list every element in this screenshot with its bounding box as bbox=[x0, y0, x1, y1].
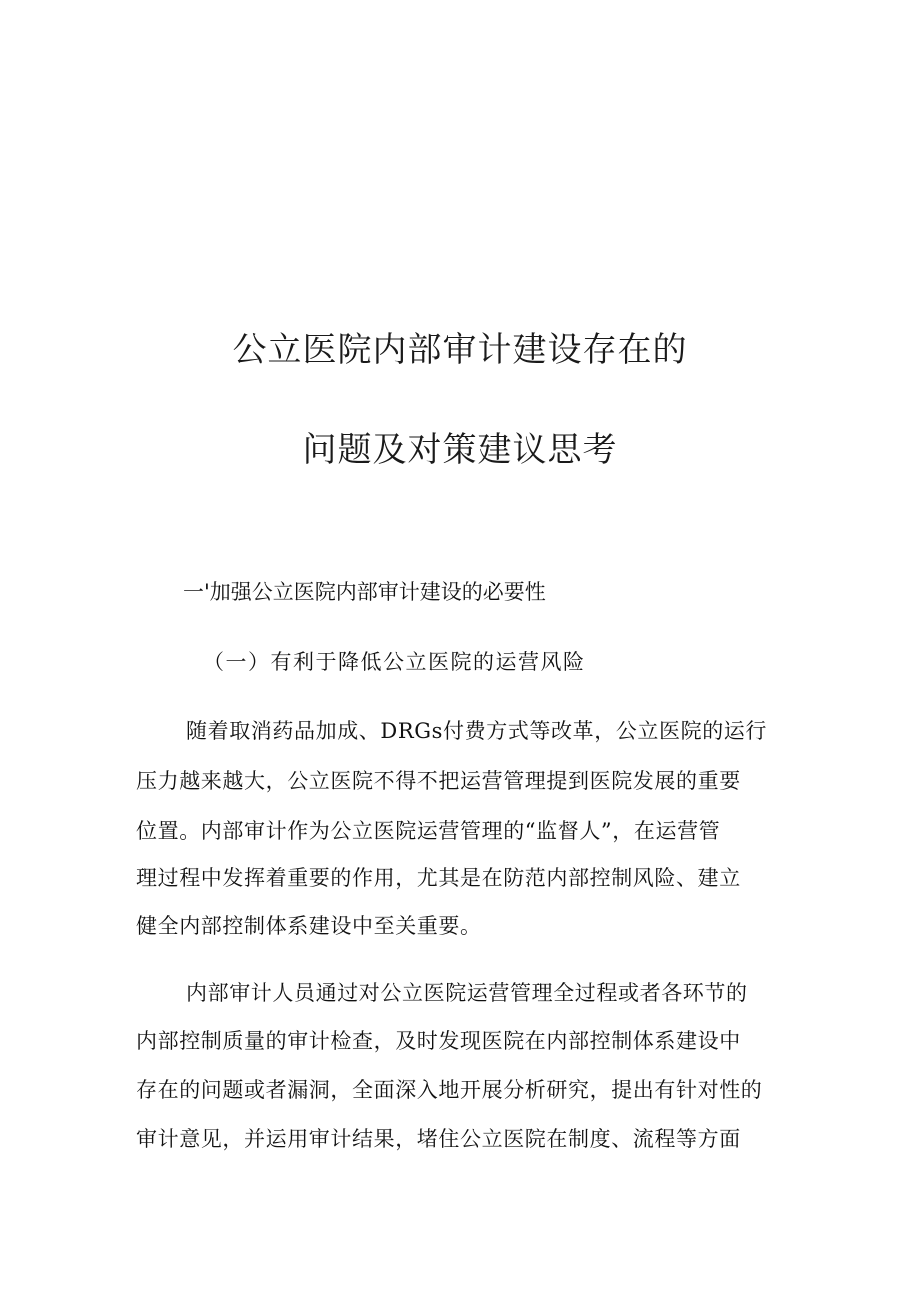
paragraph-1-line-1: 随着取消药品加成、DRGs付费方式等改革，公立医院的运行 bbox=[186, 719, 767, 743]
paragraph-1-line-3: 位置。内部审计作为公立医院运营管理的“监督人”，在运营管 bbox=[136, 819, 721, 843]
document-title-line-1: 公立医院内部审计建设存在的 bbox=[232, 330, 688, 370]
paragraph-1-line-4: 理过程中发挥着重要的作用，尤其是在防范内部控制风险、建立 bbox=[136, 866, 741, 890]
paragraph-2-line-1: 内部审计人员通过对公立医院运营管理全过程或者各环节的 bbox=[186, 981, 748, 1005]
section-heading: 一'加强公立医院内部审计建设的必要性 bbox=[183, 580, 546, 604]
paragraph-2-line-4: 审计意见，并运用审计结果，堵住公立医院在制度、流程等方面 bbox=[136, 1127, 741, 1151]
sub-heading: （一）有利于降低公立医院的运营风险 bbox=[203, 650, 586, 674]
paragraph-1-line-5: 健全内部控制体系建设中至关重要。 bbox=[136, 914, 482, 938]
paragraph-1-line-2: 压力越来越大，公立医院不得不把运营管理提到医院发展的重要 bbox=[136, 769, 741, 793]
paragraph-2-line-2: 内部控制质量的审计检查，及时发现医院在内部控制体系建设中 bbox=[136, 1029, 741, 1053]
paragraph-2-line-3: 存在的问题或者漏洞，全面深入地开展分析研究，提出有针对性的 bbox=[136, 1078, 763, 1102]
document-title-line-2: 问题及对策建议思考 bbox=[302, 430, 618, 470]
